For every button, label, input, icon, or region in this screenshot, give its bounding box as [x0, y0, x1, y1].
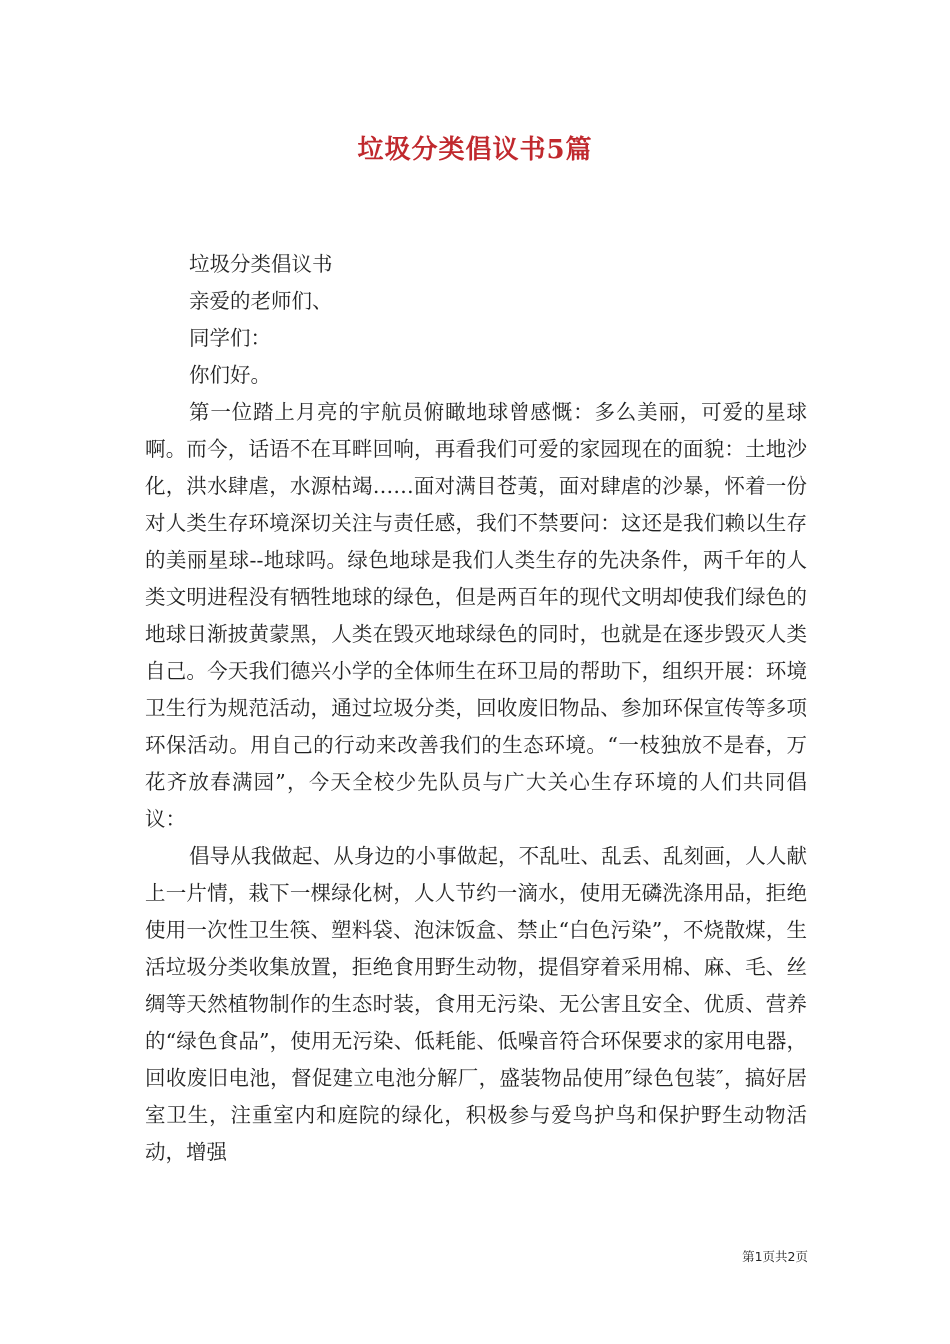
body-paragraph: 倡导从我做起、从身边的小事做起，不乱吐、乱丢、乱刻画，人人献上一片情，栽下一棵绿化树，人人节约一滴水，使用无磷洗涤用品，拒绝使用一次性卫生筷、塑料袋、泡沫饭盒、禁止“白色污染”，不烧散煤，生活垃圾分类收集放置，拒绝食用野生动物，提倡穿着采用棉、麻、毛、丝绸等天然植物制作的生态时装，食用无污染、无公害且安全、优质、营养的“绿色食品”，使用无污染、低耗能、低噪音符合环保要求的家用电器，回收废旧电池，督促建立电池分解厂，盛装物品使用″绿色包装″，搞好居室卫生，注重室内和庭院的绿化，积极参与爱鸟护鸟和保护野生动物活动，增强 — [145, 844, 807, 1164]
heading-line: 垃圾分类倡议书 — [189, 252, 333, 276]
body-paragraph: 第一位踏上月亮的宇航员俯瞰地球曾感慨：多么美丽，可爱的星球啊。而今，话语不在耳畔回响，再看我们可爱的家园现在的面貌：土地沙化，洪水肆虐，水源枯竭……面对满目苍荑，面对肆虐的沙暴，怀着一份对人类生存环境深切关注与责任感，我们不禁要问：这还是我们赖以生存的美丽星球--地球吗。绿色地球是我们人类生存的先决条件，两千年的人类文明进程没有牺牲地球的绿色，但是两百年的现代文明却使我们绿色的地球日渐披黄蒙黑，人类在毁灭地球绿色的同时，也就是在逐步毁灭人类自己。今天我们德兴小学的全体师生在环卫局的帮助下，组织开展：环境卫生行为规范活动，通过垃圾分类，回收废旧物品、参加环保宣传等多项环保活动。用自己的行动来改善我们的生态环境。“一枝独放不是春，万花齐放春满园”，今天全校少先队员与广大关心生存环境的人们共同倡议： — [145, 400, 807, 831]
document-body — [145, 246, 807, 1171]
page-number: 第1页共2页 — [742, 1249, 808, 1264]
salutation-line: 亲爱的老师们、 — [189, 289, 333, 313]
document-title: 垃圾分类倡议书5篇 — [357, 135, 593, 165]
salutation-line: 同学们： — [189, 326, 271, 350]
greeting-line: 你们好。 — [189, 363, 271, 387]
